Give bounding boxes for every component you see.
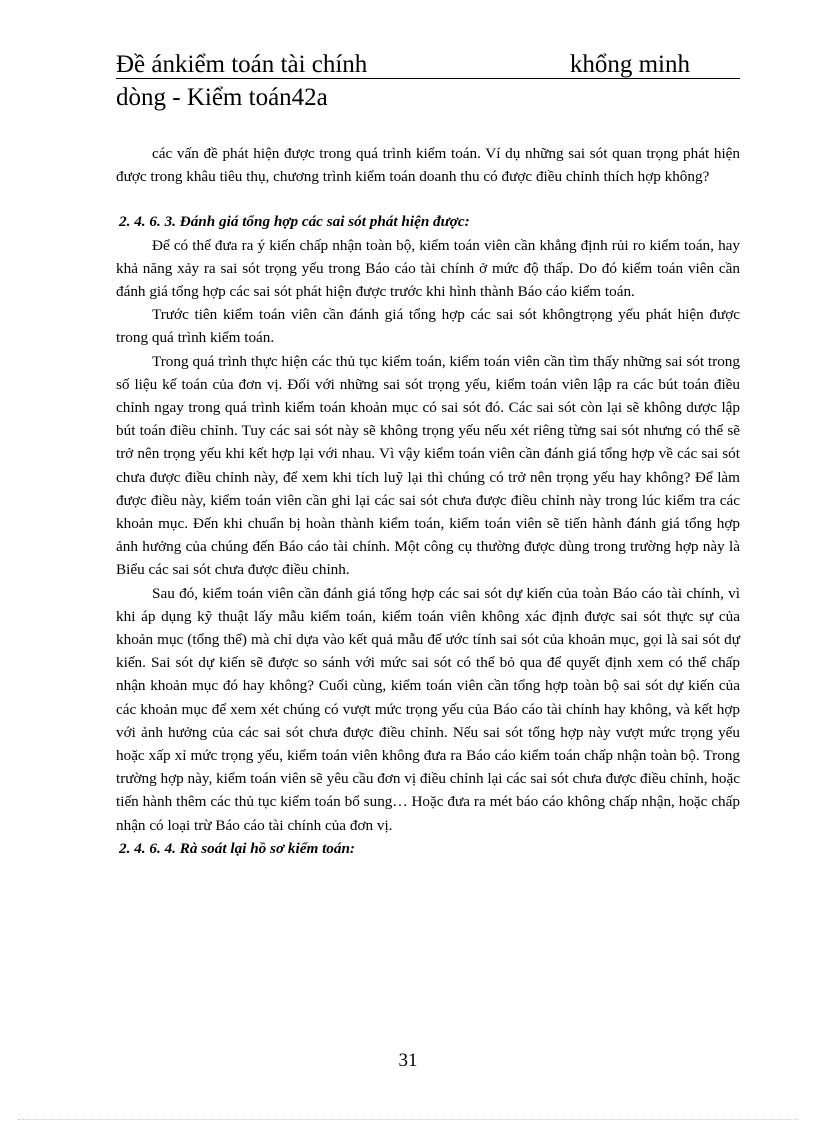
section-heading-2-4-6-4: 2. 4. 6. 4. Rà soát lại hồ sơ kiểm toán:	[119, 839, 355, 857]
spacer	[116, 188, 740, 210]
header-title-row	[116, 50, 740, 79]
paragraph-1: Để có thể đưa ra ý kiến chấp nhận toàn bộ, kiểm toán viên cần khẳng định rủi ro kiểm toán, hay khả năng xảy ra sai sót trọng yếu trong Báo cáo tài chính ở mức độ thấp. Do đó kiểm toán viên cần đánh giá tổng hợp các sai sót phát hiện được trước khi hình thành Báo cáo kiểm toán.	[116, 236, 740, 301]
header-doc-title: Đề ánkiểm toán tài chính	[116, 51, 368, 78]
paragraph-2: Trước tiên kiểm toán viên cần đánh giá tổng hợp các sai sót khôngtrọng yếu phát hiện được trong quá trình kiểm toán.	[116, 306, 740, 347]
page-bottom-divider	[18, 1119, 798, 1120]
paragraph-3: Trong quá trình thực hiện các thủ tục kiểm toán, kiểm toán viên cần tìm thấy những sai sót trong số liệu kế toán của đơn vị. Đối với những sai sót trọng yếu, kiểm toán viên lập ra các bút toán điều chỉnh ngay trong quá trình kiểm toán khoản mục có sai sót đó. Các sai sót còn lại sẽ không dược lập bút toán điều chỉnh. Tuy các sai sót này sẽ không trọng yếu nếu xét riêng từng sai sót nhưng có thể sẽ trở nên trọng yếu khi kết hợp lại với nhau. Vì vậy kiểm toán viên cần đánh giá tổng hợp về các sai sót chưa được điều chỉnh này, để xem khi tích luỹ lại thì chúng có trở nên trọng yếu hay không? Để làm được điều này, kiểm toán viên cần ghi lại các sai sót chưa được điều chỉnh này trong lúc kiểm tra các khoản mục. Đến khi chuẩn bị hoàn thành kiểm toán, kiểm toán viên sẽ tiến hành đánh giá tổng hợp ảnh hưởng của chúng đến Báo cáo tài chính. Một công cụ thường được dùng trong trường hợp này là Biểu các sai sót chưa được điều chỉnh.	[116, 352, 740, 579]
document-body	[116, 142, 740, 860]
paragraph-4: Sau đó, kiểm toán viên cần đánh giá tổng hợp các sai sót dự kiến của toàn Báo cáo tài chính, vì khi áp dụng kỹ thuật lấy mẫu kiểm toán, kiểm toán viên không xác định được sai sót thực sự của khoản mục (tổng thể) mà chỉ dựa vào kết quả mẫu để ước tính sai sót của khoản mục, gọi là sai sót dự kiến. Sai sót dự kiến sẽ được so sánh với mức sai sót có thể bỏ qua để quyết định xem có thể chấp nhận khoản mục đó hay không? Cuối cùng, kiểm toán viên cần tổng hợp toàn bộ sai sót dự kiến của các khoản mục để xem xét chúng có vượt mức trọng yếu của Báo cáo tài chính hay không, và kết hợp với ảnh hưởng của các sai sót chưa được điều chỉnh. Nếu sai sót tổng hợp này vượt mức trọng yếu hoặc xấp xỉ mức trọng yếu, kiểm toán viên không đưa ra Báo cáo kiểm toán chấp nhận toàn bộ. Trong trường hợp này, kiểm toán viên sẽ yêu cầu đơn vị điều chỉnh lại các sai sót chưa được điều chỉnh, hoặc tiến hành thêm các thủ tục kiểm toán bổ sung… Hoặc đưa ra mét báo cáo không chấp nhận, hoặc chấp nhận có loại trừ Báo cáo tài chính của đơn vị.	[116, 584, 740, 834]
page-header	[116, 50, 740, 113]
page-number: 31	[398, 1050, 418, 1071]
header-author: khổng minh	[569, 51, 690, 78]
header-subtitle: dòng - Kiểm toán42a	[116, 84, 328, 111]
section-heading-2-4-6-3: 2. 4. 6. 3. Đánh giá tổng hợp các sai sót phát hiện được:	[119, 213, 470, 231]
paragraph-continuation: các vấn đề phát hiện được trong quá trình kiểm toán. Ví dụ những sai sót quan trọng phát hiện được trong khâu tiêu thụ, chương trình kiểm toán doanh thu có được điều chỉnh thích hợp không?	[116, 145, 740, 186]
